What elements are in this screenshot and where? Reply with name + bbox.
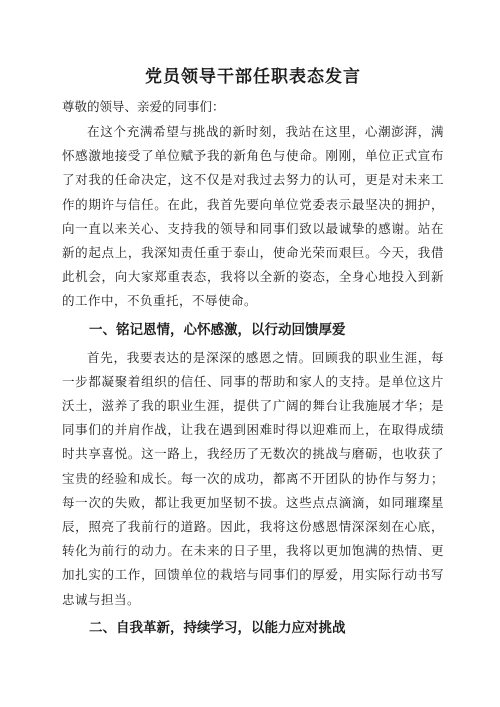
paragraph-intro: 在这个充满希望与挑战的新时刻，我站在这里，心潮澎湃，满怀感激地接受了单位赋予我的新角色与使命。刚刚，单位正式宣布了对我的任命决定，这不仅是对我过去努力的认可，更是对未来工作的期许与信任。在此，我首先要向单位党委表示最坚决的拥护，向一直以来关心、支持我的领导和同事们致以最诚挚的感谢。站在新的起点上，我深知责任重于泰山，使命光荣而艰巨。今天，我借此机会，向大家郑重表态，我将以全新的姿态，全身心地投入到新的工作中，不负重托，不辱使命。 xyxy=(62,124,444,309)
paragraph-section-1: 首先，我要表达的是深深的感恩之情。回顾我的职业生涯，每一步都凝聚着组织的信任、同事的帮助和家人的支持。是单位这片沃土，滋养了我的职业生涯，提供了广阔的舞台让我施展才华；是同事们的并肩作战，让我在遇到困难时得以迎难而上，在取得成绩时共享喜悦。这一路上，我经历了无数次的挑战与磨砺，也收获了宝贵的经验和成长。每一次的成功，都离不开团队的协作与努力；每一次的失败，都让我更加坚韧不拔。这些点点滴滴，如同璀璨星辰，照亮了我前行的道路。因此，我将这份感恩情深深刻在心底，转化为前行的动力。在未来的日子里，我将以更加饱满的热情、更加扎实的工作，回馈单位的栽培与同事们的厚爱，用实际行动书写忠诚与担当。 xyxy=(62,349,444,607)
salutation: 尊敬的领导、亲爱的同事们： xyxy=(62,99,225,114)
section-heading-1: 一、铭记恩情，心怀感激，以行动回馈厚爱 xyxy=(89,321,346,338)
section-heading-2: 二、自我革新，持续学习，以能力应对挑战 xyxy=(89,619,346,636)
document-title: 党员领导干部任职表态发言 xyxy=(145,67,361,87)
